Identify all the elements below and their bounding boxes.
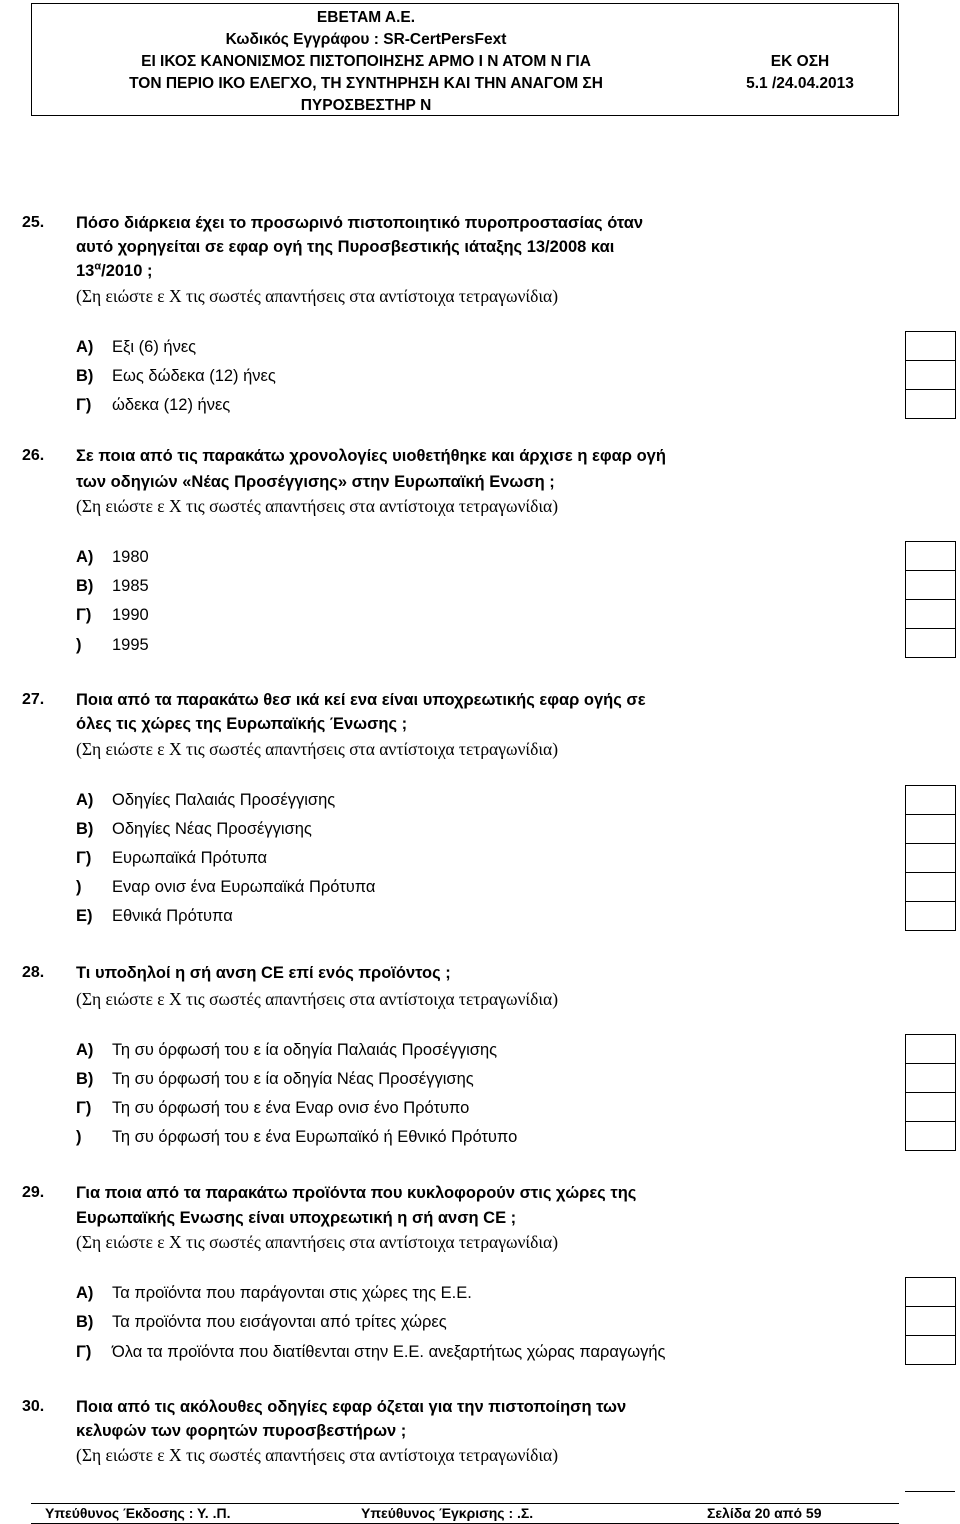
answer-option xyxy=(76,605,149,625)
answer-checkbox[interactable] xyxy=(906,1063,955,1092)
answer-checkbox-column xyxy=(905,331,956,419)
option-text: Οδηγίες Παλαιάς Προσέγγισης xyxy=(112,791,336,809)
option-letter: Β) xyxy=(76,820,94,838)
answer-checkbox[interactable] xyxy=(906,360,955,389)
answer-checkbox[interactable] xyxy=(906,901,955,931)
answer-option xyxy=(76,906,233,926)
answer-option xyxy=(76,366,276,386)
option-text: Εως δώδεκα (12) ήνες xyxy=(112,367,276,385)
option-letter: ) xyxy=(76,1128,82,1146)
answer-checkbox-column xyxy=(905,1034,956,1151)
instruction-note: (Ση ειώστε ε Χ τις σωστές απαντήσεις στα αντίστοιχα τετραγωνίδια) xyxy=(76,989,559,1009)
answer-option xyxy=(76,1040,497,1060)
option-text: 1985 xyxy=(112,577,149,595)
document-title-line-2: ΤΟΝ ΠΕΡΙΟ ΙΚΟ ΕΛΕΓΧΟ, ΤΗ ΣΥΝΤΗΡΗΣΗ ΚΑΙ ΤΗΝ ΑΝΑΓΟΜ ΣΗ xyxy=(129,75,603,92)
question-text: Τι υποδηλοί η σή ανση CE επί ενός προϊόντος ; xyxy=(76,964,451,982)
answer-checkbox[interactable] xyxy=(906,1034,955,1063)
instruction-note: (Ση ειώστε ε Χ τις σωστές απαντήσεις στα αντίστοιχα τετραγωνίδια) xyxy=(76,739,559,759)
document-title-line-3: ΠΥΡΟΣΒΕΣΤΗΡ Ν xyxy=(300,97,432,114)
instruction-note: (Ση ειώστε ε Χ τις σωστές απαντήσεις στα αντίστοιχα τετραγωνίδια) xyxy=(76,496,559,516)
document-title-line-1: ΕΙ ΙΚΟΣ ΚΑΝΟΝΙΣΜΟΣ ΠΙΣΤΟΠΟΙΗΣΗΣ ΑΡΜΟ Ι Ν ΑΤΟΜ Ν ΓΙΑ xyxy=(141,53,591,70)
option-letter: Α) xyxy=(76,1041,94,1059)
question-text: κελυφών των φορητών πυροσβεστήρων ; xyxy=(76,1422,407,1440)
answer-option xyxy=(76,1098,469,1118)
issuer: Υπεύθυνος Έκδοσης : Υ. .Π. xyxy=(45,1505,231,1521)
question-text: των οδηγιών «Νέας Προσέγγισης» στην Ευρωπαϊκή Ενωση ; xyxy=(76,473,555,491)
option-letter: Β) xyxy=(76,1313,94,1331)
option-text: Όλα τα προϊόντα που διατίθενται στην Ε.Ε. ανεξαρτήτως χώρας παραγωγής xyxy=(112,1343,666,1361)
answer-checkbox[interactable] xyxy=(906,628,955,658)
question-number: 29. xyxy=(22,1184,45,1201)
option-letter: Α) xyxy=(76,1284,94,1302)
question-number: 27. xyxy=(22,691,45,708)
answer-option xyxy=(76,1312,447,1332)
option-letter: Ε) xyxy=(76,907,93,925)
question-text: Για ποια από τα παρακάτω προϊόντα που κυκλοφορούν στις χώρες της xyxy=(76,1184,637,1202)
answer-checkbox-column xyxy=(905,785,956,931)
checkbox-divider xyxy=(905,1491,955,1492)
question-text-part: /2010 ; xyxy=(101,262,153,280)
question-text: Ποια από τα παρακάτω θεσ ικά κεί ενα είναι υποχρεωτικής εφαρ ογής σε xyxy=(76,691,646,709)
option-letter: Α) xyxy=(76,791,94,809)
option-text: Ευρωπαϊκά Πρότυπα xyxy=(112,849,268,867)
instruction-note: (Ση ειώστε ε Χ τις σωστές απαντήσεις στα αντίστοιχα τετραγωνίδια) xyxy=(76,1232,559,1252)
answer-checkbox[interactable] xyxy=(906,570,955,599)
answer-checkbox[interactable] xyxy=(906,1277,955,1306)
document-footer xyxy=(31,1503,899,1524)
answer-option xyxy=(76,1283,472,1303)
option-text: Εξι (6) ήνες xyxy=(112,338,197,356)
answer-option xyxy=(76,395,230,415)
option-letter: Γ) xyxy=(76,849,92,867)
answer-checkbox[interactable] xyxy=(906,331,955,360)
question-text: αυτό χορηγείται σε εφαρ ογή της Πυροσβεστικής ιάταξης 13/2008 και xyxy=(76,238,615,256)
option-letter: Α) xyxy=(76,338,94,356)
question-text: Ευρωπαϊκής Ενωσης είναι υποχρεωτική η σή ανση CE ; xyxy=(76,1209,517,1227)
answer-checkbox[interactable] xyxy=(906,541,955,570)
option-text: 1995 xyxy=(112,636,149,654)
option-text: Εναρ ονισ ένα Ευρωπαϊκά Πρότυπα xyxy=(112,878,376,896)
answer-checkbox[interactable] xyxy=(906,785,955,814)
answer-option xyxy=(76,819,312,839)
answer-option xyxy=(76,790,335,810)
question-number: 30. xyxy=(22,1398,45,1415)
option-letter: Γ) xyxy=(76,1343,92,1361)
edition-value: 5.1 /24.04.2013 xyxy=(746,75,854,92)
question-text: Σε ποια από τις παρακάτω χρονολογίες υιοθετήθηκε και άρχισε η εφαρ ογή xyxy=(76,447,666,465)
answer-checkbox[interactable] xyxy=(906,1092,955,1121)
option-text: Εθνικά Πρότυπα xyxy=(112,907,233,925)
option-letter: Γ) xyxy=(76,1099,92,1117)
answer-option xyxy=(76,1342,665,1362)
question-text: Πόσο διάρκεια έχει το προσωρινό πιστοποιητικό πυροπροστασίας όταν xyxy=(76,214,644,232)
option-text: Τη συ όρφωσή του ε ένα Ευρωπαϊκό ή Εθνικό Πρότυπο xyxy=(112,1128,518,1146)
option-letter: ) xyxy=(76,636,82,654)
option-letter: Β) xyxy=(76,367,94,385)
answer-option xyxy=(76,547,149,567)
answer-option xyxy=(76,1069,474,1089)
document-header xyxy=(31,3,899,116)
approver: Υπεύθυνος Έγκρισης : .Σ. xyxy=(361,1505,534,1521)
answer-checkbox[interactable] xyxy=(906,1306,955,1335)
question-number: 25. xyxy=(22,214,45,231)
answer-checkbox[interactable] xyxy=(906,1121,955,1151)
option-text: 1980 xyxy=(112,548,149,566)
answer-option xyxy=(76,576,149,596)
option-letter: Β) xyxy=(76,1070,94,1088)
option-text: Τη συ όρφωσή του ε ία οδηγία Νέας Προσέγγισης xyxy=(112,1070,474,1088)
option-letter: Β) xyxy=(76,577,94,595)
option-text: Τα προϊόντα που παράγονται στις χώρες της Ε.Ε. xyxy=(112,1284,472,1302)
answer-checkbox[interactable] xyxy=(906,814,955,843)
option-text: ώδεκα (12) ήνες xyxy=(112,396,231,414)
answer-checkbox-column xyxy=(905,541,956,658)
answer-checkbox[interactable] xyxy=(906,1335,955,1365)
question-text xyxy=(76,261,153,281)
option-letter: Γ) xyxy=(76,606,92,624)
question-text-part: 13 xyxy=(76,262,95,280)
question-number: 26. xyxy=(22,447,45,464)
page-number: Σελίδα 20 από 59 xyxy=(707,1505,822,1521)
answer-option xyxy=(76,635,149,655)
answer-option xyxy=(76,848,267,868)
question-number: 28. xyxy=(22,964,45,981)
option-text: 1990 xyxy=(112,606,149,624)
option-text: Οδηγίες Νέας Προσέγγισης xyxy=(112,820,312,838)
option-letter: Α) xyxy=(76,548,94,566)
option-text: Τη συ όρφωσή του ε ία οδηγία Παλαιάς Προσέγγισης xyxy=(112,1041,498,1059)
answer-checkbox[interactable] xyxy=(906,872,955,901)
answer-checkbox[interactable] xyxy=(906,389,955,419)
instruction-note: (Ση ειώστε ε Χ τις σωστές απαντήσεις στα αντίστοιχα τετραγωνίδια) xyxy=(76,286,559,306)
edition-label: ΕΚ ΟΣΗ xyxy=(770,53,830,70)
question-text: Ποια από τις ακόλουθες οδηγίες εφαρ όζεται για την πιστοποίηση των xyxy=(76,1398,627,1416)
option-letter: Γ) xyxy=(76,396,92,414)
answer-checkbox[interactable] xyxy=(906,599,955,628)
instruction-note: (Ση ειώστε ε Χ τις σωστές απαντήσεις στα αντίστοιχα τετραγωνίδια) xyxy=(76,1445,559,1465)
answer-option xyxy=(76,877,375,897)
answer-option xyxy=(76,1127,517,1147)
option-text: Τη συ όρφωσή του ε ένα Εναρ ονισ ένο Πρότυπο xyxy=(112,1099,470,1117)
answer-option xyxy=(76,337,196,357)
question-text: όλες τις χώρες της Ευρωπαϊκής Ένωσης ; xyxy=(76,715,408,733)
option-text: Τα προϊόντα που εισάγονται από τρίτες χώρες xyxy=(112,1313,447,1331)
answer-checkbox[interactable] xyxy=(906,843,955,872)
document-code: Κωδικός Εγγράφου : SR-CertPersFext xyxy=(225,31,507,48)
superscript: α xyxy=(94,260,102,273)
answer-checkbox-column xyxy=(905,1277,956,1365)
option-letter: ) xyxy=(76,878,82,896)
company-name: ΕΒΕΤΑΜ Α.Ε. xyxy=(316,9,416,26)
